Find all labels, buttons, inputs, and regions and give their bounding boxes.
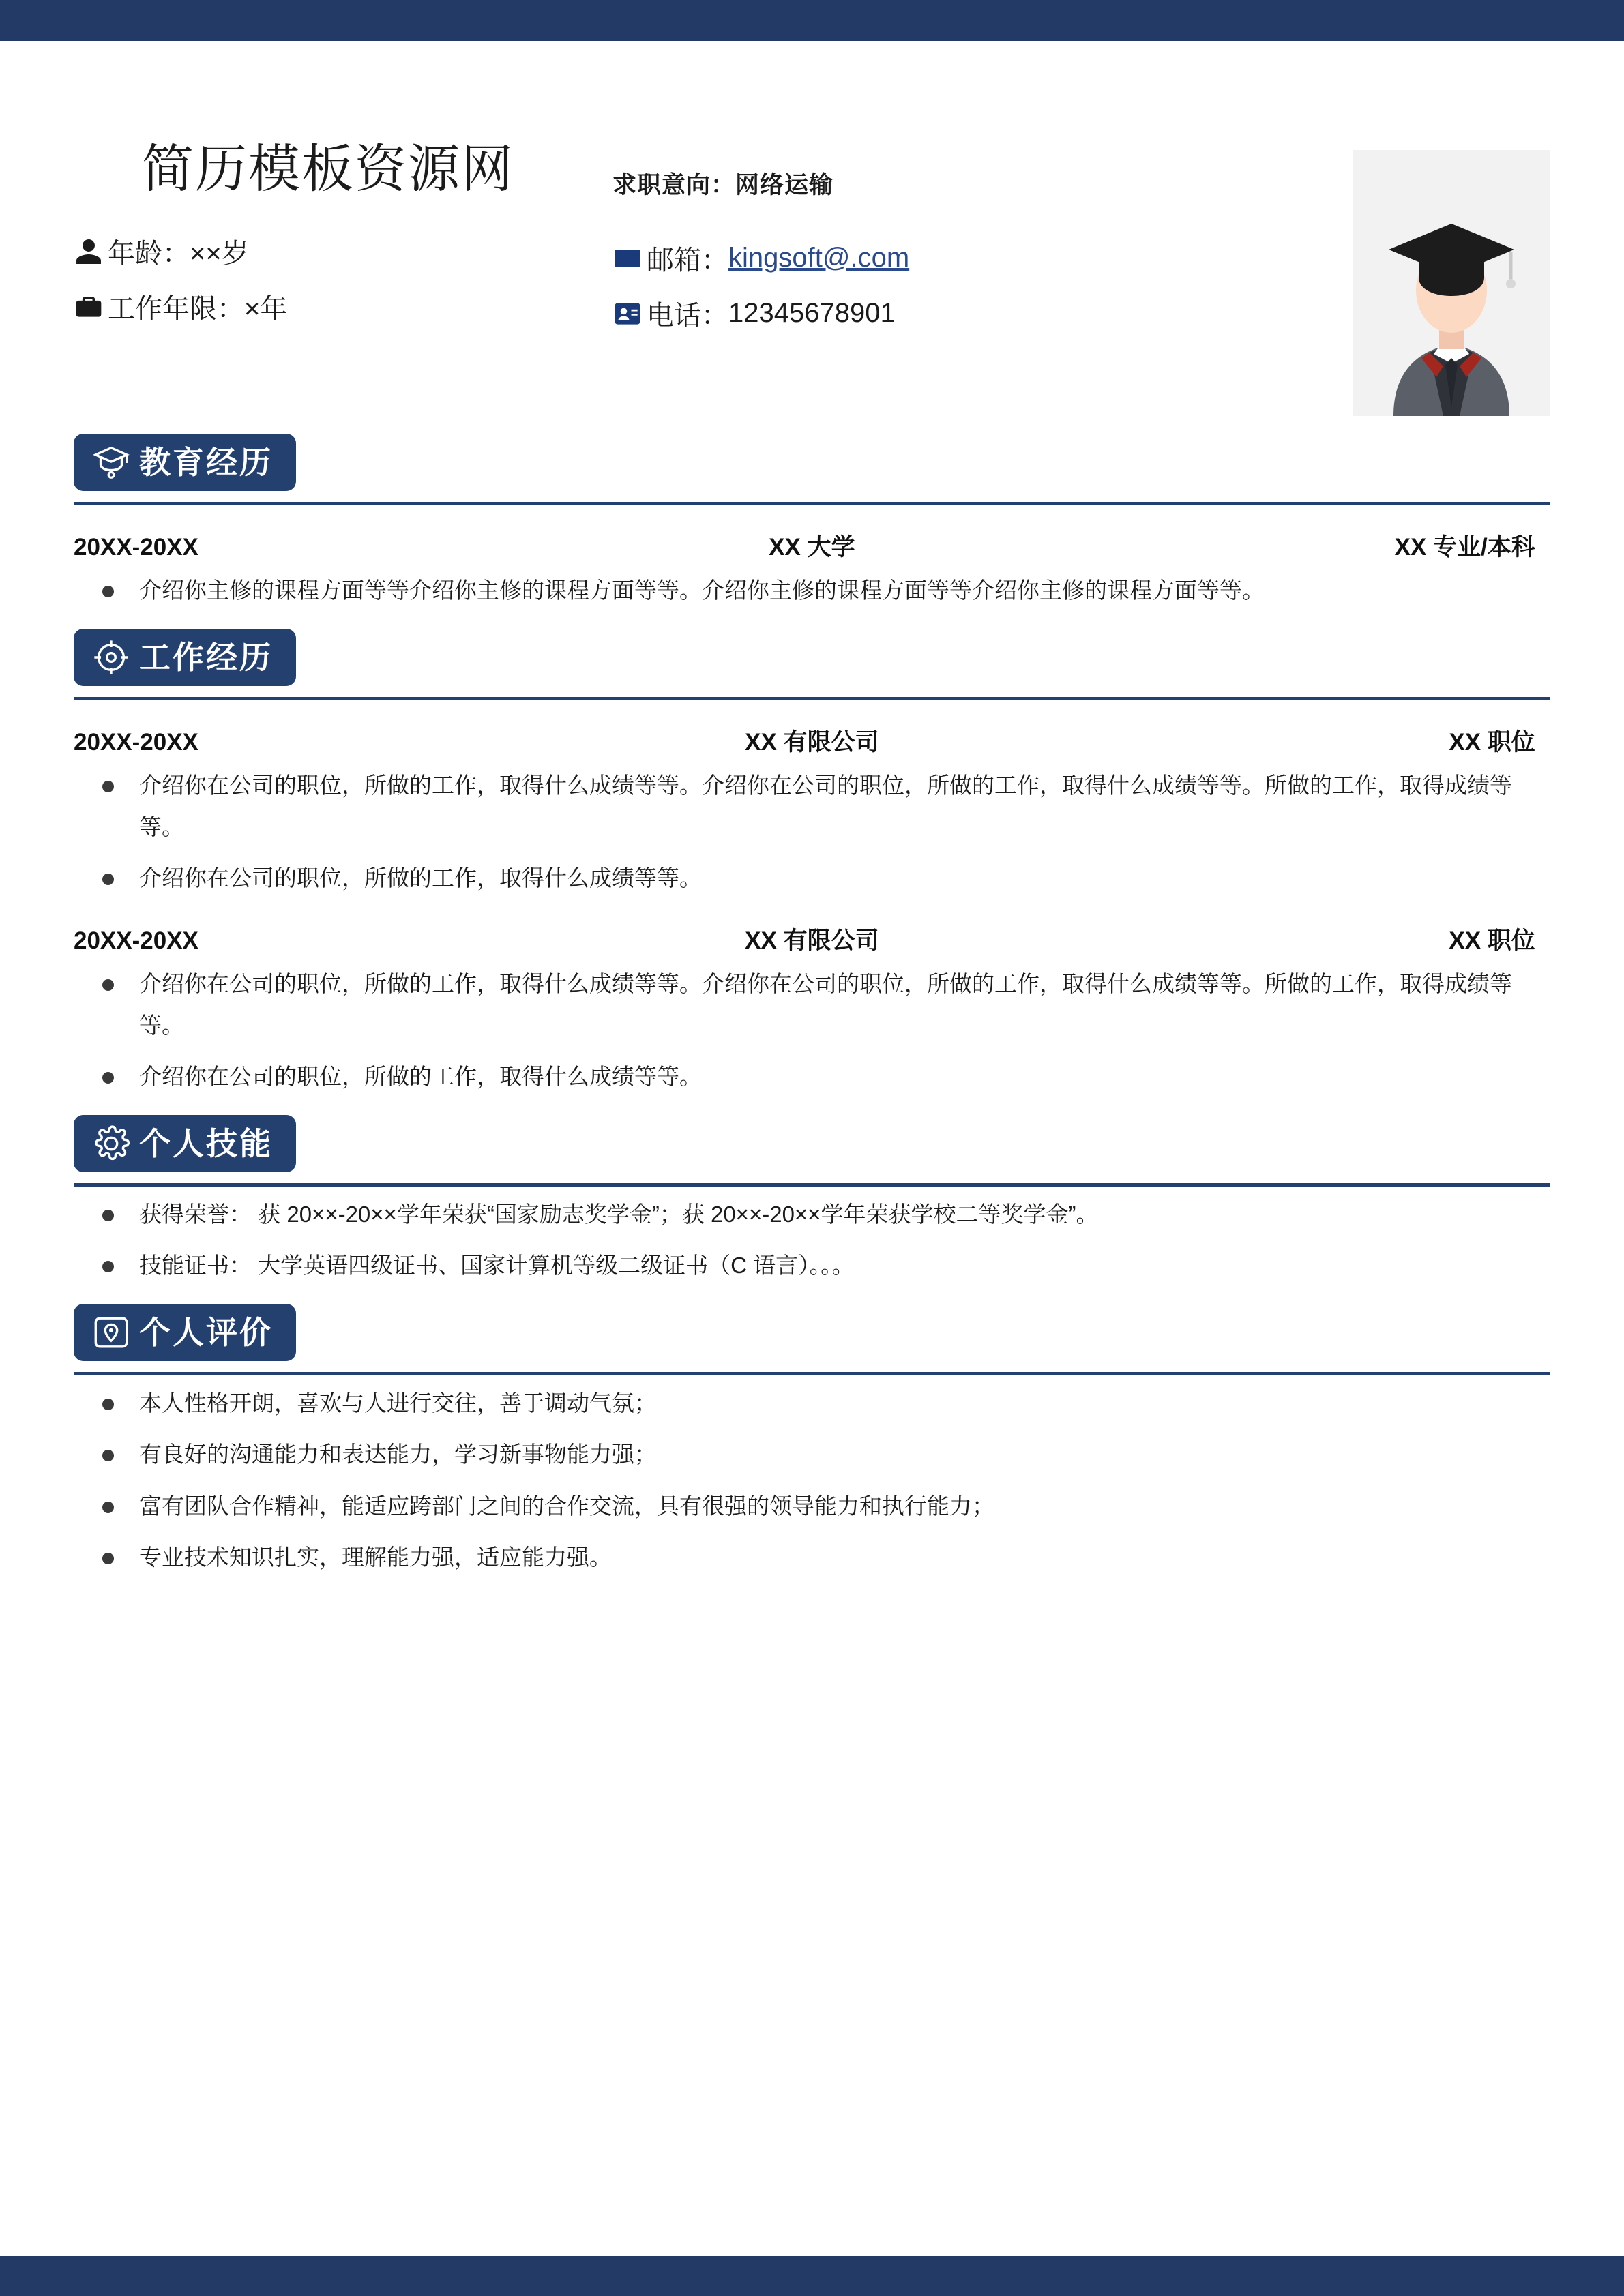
list-item: 介绍你在公司的职位，所做的工作，取得什么成绩等等。 — [74, 857, 1550, 899]
section-work — [74, 629, 1550, 1097]
work-bullets-1 — [74, 764, 1550, 899]
work-years-value: ×年 — [244, 294, 288, 324]
skills-bullets — [74, 1193, 1550, 1286]
age-value: ××岁 — [190, 239, 249, 269]
section-header-work — [74, 629, 296, 686]
envelope-icon — [612, 243, 643, 273]
work-entry-row — [74, 724, 1550, 758]
list-item: 富有团队合作精神，能适应跨部门之间的合作交流，具有很强的领导能力和执行能力； — [74, 1485, 1550, 1527]
resume-content — [0, 41, 1624, 2256]
work-years-label: 工作年限： — [108, 294, 244, 324]
bottom-decoration-bar — [0, 2256, 1624, 2296]
section-rule-skills — [74, 1183, 1550, 1187]
work-position: XX 职位 — [1449, 729, 1535, 756]
section-rule-evaluation — [74, 1372, 1550, 1375]
email-row — [612, 239, 1206, 278]
list-item: 介绍你主修的课程方面等等介绍你主修的课程方面等等。介绍你主修的课程方面等等介绍你主修的课程方面等等。 — [74, 569, 1550, 611]
work-entry-row — [74, 922, 1550, 956]
section-title-skills: 个人技能 — [139, 1125, 273, 1163]
target-icon — [91, 638, 131, 677]
person-icon — [74, 237, 104, 267]
header-left-column — [74, 232, 612, 342]
list-item: 本人性格开朗，喜欢与人进行交往，善于调动气氛； — [74, 1382, 1550, 1424]
gear-icon — [91, 1124, 131, 1163]
section-rule-education — [74, 502, 1550, 505]
email-label: 邮箱： — [647, 245, 728, 275]
list-item: 获得荣誉： 获 20××-20××学年荣获“国家励志奖学金”；获 20××-20××学年荣获学校二等奖学金”。 — [74, 1193, 1550, 1235]
location-pin-icon — [91, 1313, 131, 1352]
job-objective — [612, 166, 1206, 200]
work-bullets-2 — [74, 963, 1550, 1097]
education-major: XX 专业/本科 — [1394, 534, 1535, 561]
briefcase-icon — [74, 292, 104, 322]
phone-value: 12345678901 — [728, 298, 896, 328]
education-date: 20XX-20XX — [74, 534, 198, 561]
section-header-evaluation — [74, 1304, 296, 1361]
top-decoration-bar — [0, 0, 1624, 41]
list-item: 介绍你在公司的职位，所做的工作，取得什么成绩等等。介绍你在公司的职位，所做的工作，取得什么成绩等等。所做的工作，取得成绩等等。 — [74, 764, 1550, 848]
list-item: 专业技术知识扎实，理解能力强，适应能力强。 — [74, 1536, 1550, 1578]
section-header-education — [74, 434, 296, 491]
work-date: 20XX-20XX — [74, 729, 198, 756]
section-header-skills — [74, 1115, 296, 1172]
header-right-column — [612, 143, 1206, 349]
phone-label: 电话： — [647, 301, 728, 331]
work-company: XX 有限公司 — [745, 927, 879, 955]
age-label: 年龄： — [108, 239, 190, 269]
education-school: XX 大学 — [769, 534, 855, 561]
section-evaluation — [74, 1304, 1550, 1577]
section-title-education: 教育经历 — [139, 444, 273, 481]
job-objective-value: 网络运输 — [735, 172, 834, 198]
job-objective-label: 求职意向： — [612, 172, 736, 198]
resume-header — [74, 138, 1550, 416]
evaluation-bullets — [74, 1382, 1550, 1577]
education-entry-row — [74, 528, 1550, 563]
list-item: 有良好的沟通能力和表达能力，学习新事物能力强； — [74, 1433, 1550, 1475]
work-position: XX 职位 — [1449, 927, 1535, 955]
contact-card-icon — [612, 299, 643, 329]
list-item: 介绍你在公司的职位，所做的工作，取得什么成绩等等。 — [74, 1056, 1550, 1097]
graduate-avatar-photo — [1353, 150, 1550, 416]
section-skills — [74, 1115, 1550, 1286]
graduation-cap-icon — [91, 443, 131, 482]
work-years-row — [74, 287, 612, 326]
work-date: 20XX-20XX — [74, 927, 198, 955]
age-row — [74, 232, 612, 271]
education-bullets — [74, 569, 1550, 611]
work-company: XX 有限公司 — [745, 729, 879, 756]
list-item: 技能证书： 大学英语四级证书、国家计算机等级二级证书（C 语言）。。。 — [74, 1244, 1550, 1286]
section-title-work: 工作经历 — [139, 639, 273, 676]
section-title-evaluation: 个人评价 — [139, 1314, 273, 1352]
section-education — [74, 434, 1550, 611]
phone-row — [612, 294, 1206, 333]
list-item: 介绍你在公司的职位，所做的工作，取得什么成绩等等。介绍你在公司的职位，所做的工作，取得什么成绩等等。所做的工作，取得成绩等等。 — [74, 963, 1550, 1046]
section-rule-work — [74, 697, 1550, 700]
page-title: 简历模板资源网 — [142, 138, 514, 199]
email-link[interactable]: kingsoft@.com — [728, 243, 910, 273]
